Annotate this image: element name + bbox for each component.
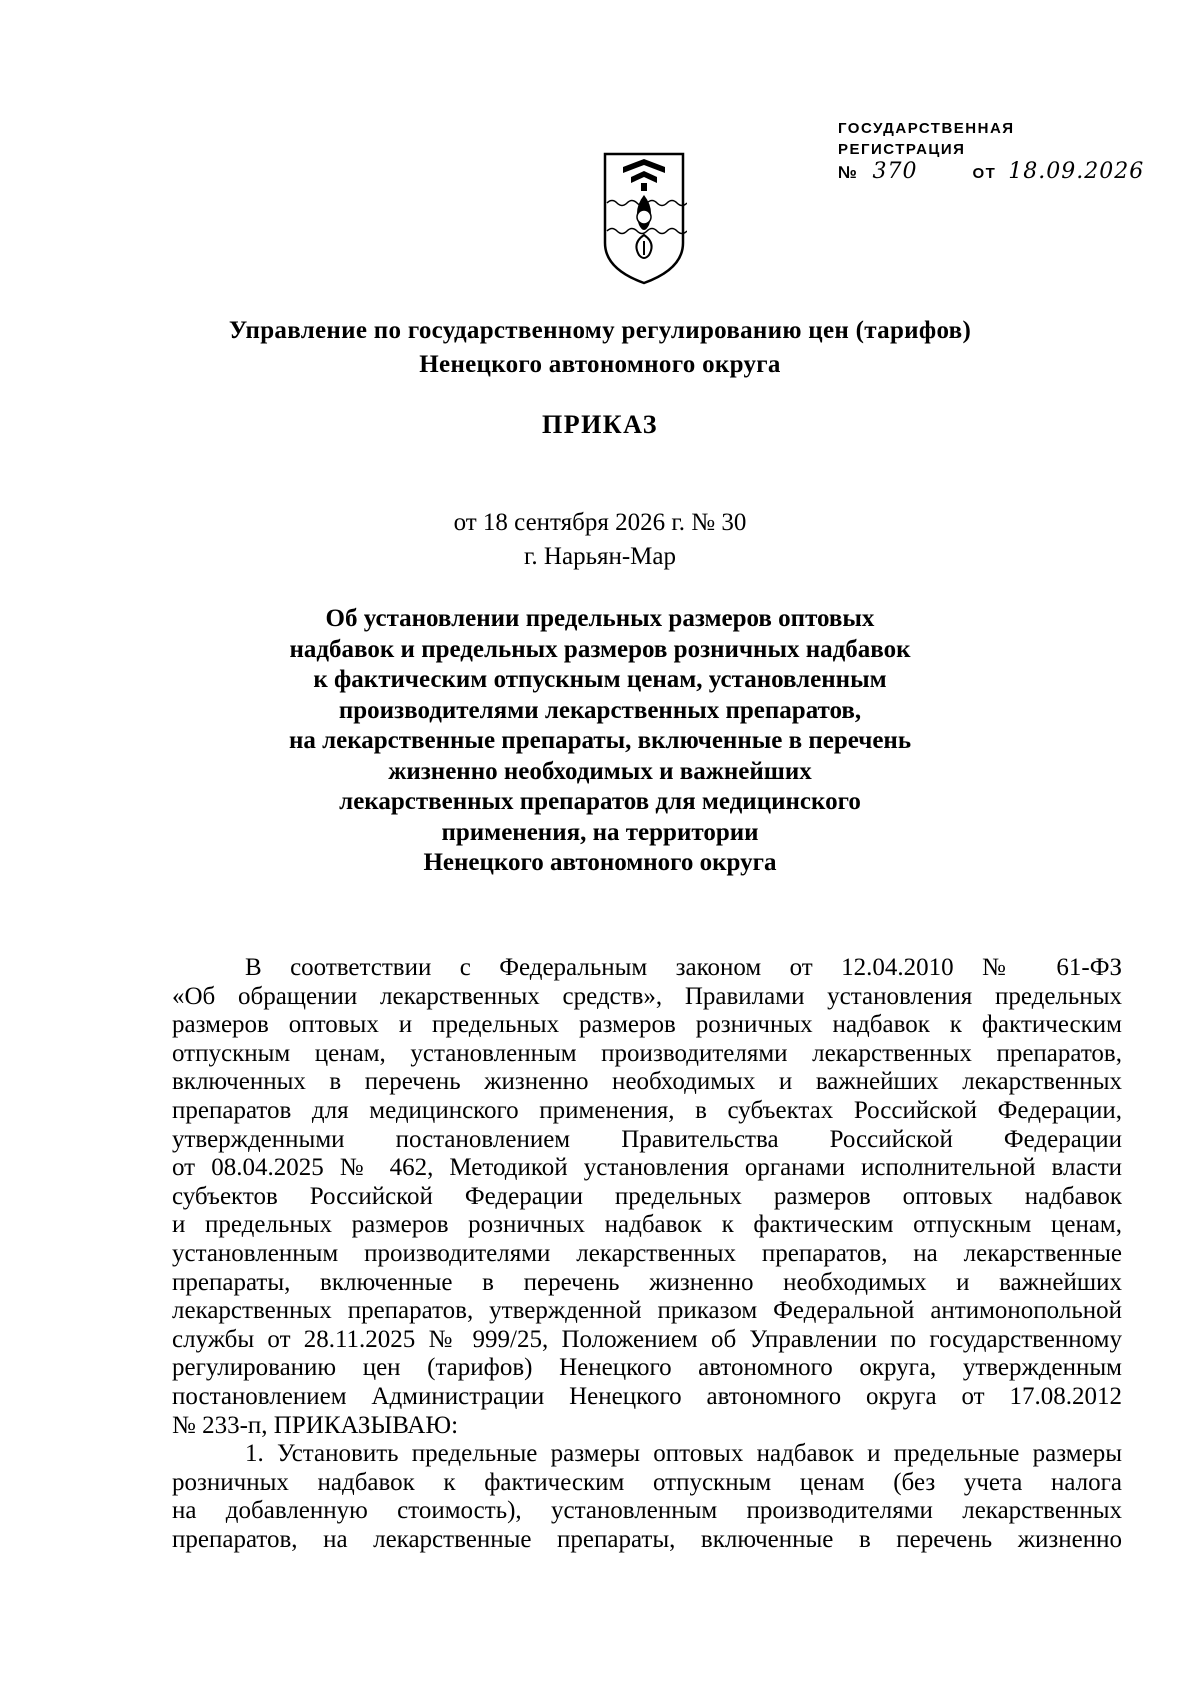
title-line: жизненно необходимых и важнейших (388, 757, 812, 785)
body-line: установленным производителями лекарственных препаратов, на лекарственные (172, 1239, 1122, 1267)
body-line: от 08.04.2025 № 462, Методикой установления органами исполнительной власти (172, 1154, 1122, 1182)
stamp-number-row (838, 159, 1158, 184)
registration-stamp (838, 118, 1158, 184)
body-paragraph-preamble (172, 954, 1122, 1440)
stamp-line-1: ГОСУДАРСТВЕННАЯ (838, 120, 1015, 137)
title-line: Об установлении предельных размеров оптовых (325, 605, 875, 632)
coat-of-arms-emblem (601, 151, 687, 286)
body-line: размеров оптовых и предельных размеров розничных надбавок к фактическим (172, 1011, 1122, 1039)
organization-name (0, 314, 1200, 382)
body-line: включенных в перечень жизненно необходимых и важнейших лекарственных (172, 1068, 1122, 1096)
stamp-number-label: № (838, 163, 859, 182)
body-line: лекарственных препаратов, утвержденной приказом Федеральной антимонопольной (172, 1297, 1122, 1325)
body-line: препаратов, на лекарственные препараты, включенные в перечень жизненно (172, 1525, 1122, 1553)
body-line: розничных надбавок к фактическим отпускным ценам (без учета налога (172, 1468, 1122, 1496)
title-line: на лекарственные препараты, включенные в перечень (288, 727, 912, 754)
document-place: г. Нарьян-Мар (523, 543, 676, 570)
body-line: «Об обращении лекарственных средств», Правилами установления предельных (172, 982, 1122, 1010)
title-line: Ненецкого автономного округа (423, 849, 777, 876)
body-line: и предельных размеров розничных надбавок к фактическим отпускным ценам, (172, 1211, 1122, 1239)
body-line: на добавленную стоимость), установленным производителями лекарственных (172, 1497, 1122, 1525)
body-paragraph-item-1 (172, 1440, 1122, 1554)
document-title (0, 604, 1200, 879)
stamp-date-label: ОТ (972, 165, 997, 182)
title-line: лекарственных препаратов для медицинского (339, 788, 861, 815)
body-line: 1. Установить предельные размеры оптовых надбавок и предельные размеры (245, 1440, 1122, 1468)
document-date: от 18 сентября 2026 г. № 30 (453, 509, 747, 536)
document-type: ПРИКАЗ (541, 410, 659, 439)
title-line: применения, на территории (441, 818, 759, 846)
org-line-1: Управление по государственному регулированию цен (тарифов) (228, 317, 972, 344)
body-line: субъектов Российской Федерации предельных размеров оптовых надбавок (172, 1182, 1122, 1210)
title-line: производителями лекарственных препаратов, (338, 696, 862, 724)
stamp-date-handwritten: 18.09.2026 (1008, 159, 1145, 184)
body-line: препаратов для медицинского применения, в субъектах Российской Федерации, (172, 1096, 1122, 1124)
body-line: постановлением Администрации Ненецкого автономного округа от 17.08.2012 (172, 1382, 1122, 1410)
body-line: регулированию цен (тарифов) Ненецкого автономного округа, утвержденным (172, 1354, 1122, 1382)
body-line: службы от 28.11.2025 № 999/25, Положением об Управлении по государственному (172, 1325, 1122, 1353)
body-line: утвержденными постановлением Правительства Российской Федерации (172, 1125, 1122, 1153)
document-body (172, 954, 1122, 1554)
org-line-2: Ненецкого автономного округа (419, 351, 781, 378)
title-line: к фактическим отпускным ценам, установленным (313, 666, 887, 693)
title-line: надбавок и предельных размеров розничных надбавок (289, 635, 911, 663)
body-line: отпускным ценам, установленным производителями лекарственных препаратов, (172, 1039, 1122, 1067)
body-line: № 233-п, ПРИКАЗЫВАЮ: (172, 1411, 459, 1439)
document-date-place (0, 506, 1200, 574)
body-line: В соответствии с Федеральным законом от 12.04.2010 № 61-ФЗ (245, 954, 1122, 981)
body-line: препараты, включенные в перечень жизненно необходимых и важнейших (172, 1268, 1122, 1296)
stamp-line-2: РЕГИСТРАЦИЯ (838, 141, 966, 158)
stamp-number-handwritten: 370 (872, 159, 918, 184)
